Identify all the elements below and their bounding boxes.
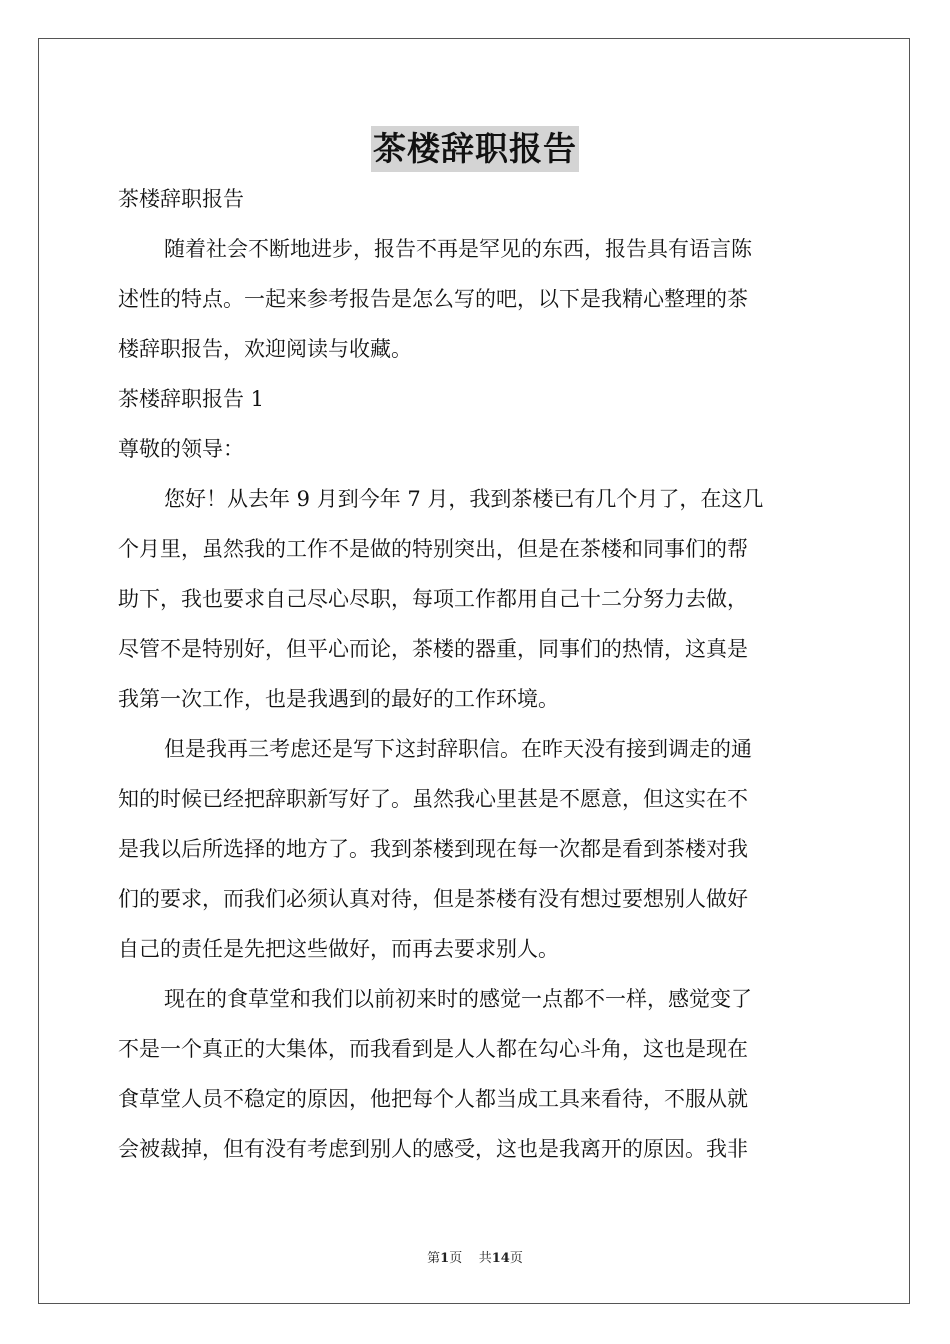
page-current: 1 [440, 1251, 450, 1266]
paragraph1-line: 尽管不是特别好，但平心而论，茶楼的器重，同事们的热情，这真是 [118, 637, 748, 661]
intro-line: 述性的特点。一起来参考报告是怎么写的吧，以下是我精心整理的茶 [118, 287, 748, 311]
paragraph1-line: 我第一次工作，也是我遇到的最好的工作环境。 [118, 687, 559, 711]
paragraph2-line: 们的要求，而我们必须认真对待，但是茶楼有没有想过要想别人做好 [118, 887, 748, 911]
total-label-suffix: 页 [509, 1251, 523, 1266]
page-label-mid: 页 [449, 1251, 463, 1266]
salutation: 尊敬的领导： [118, 437, 244, 461]
paragraph1-line: 个月里，虽然我的工作不是做的特别突出，但是在茶楼和同事们的帮 [118, 537, 748, 561]
document-body [118, 178, 834, 1178]
section-heading: 茶楼辞职报告 1 [118, 387, 265, 411]
page-label-prefix: 第 [427, 1251, 441, 1266]
paragraph2-line: 是我以后所选择的地方了。我到茶楼到现在每一次都是看到茶楼对我 [118, 837, 748, 861]
paragraph3-line: 会被裁掉，但有没有考虑到别人的感受，这也是我离开的原因。我非 [118, 1137, 748, 1161]
paragraph1-line: 助下，我也要求自己尽心尽职，每项工作都用自己十二分努力去做， [118, 587, 748, 611]
paragraph2-line: 但是我再三考虑还是写下这封辞职信。在昨天没有接到调走的通 [164, 737, 752, 761]
paragraph2-line: 知的时候已经把辞职新写好了。虽然我心里甚是不愿意，但这实在不 [118, 787, 748, 811]
intro-line: 随着社会不断地进步，报告不再是罕见的东西，报告具有语言陈 [164, 237, 752, 261]
total-label-prefix: 共 [478, 1251, 492, 1266]
page-footer [0, 1247, 950, 1266]
document-title: 茶楼辞职报告 [371, 126, 579, 172]
document-subtitle: 茶楼辞职报告 [118, 187, 244, 211]
paragraph2-line: 自己的责任是先把这些做好，而再去要求别人。 [118, 937, 559, 961]
paragraph3-line: 现在的食草堂和我们以前初来时的感觉一点都不一样，感觉变了 [164, 987, 752, 1011]
paragraph1-line: 您好！从去年 9 月到今年 7 月，我到茶楼已有几个月了，在这几 [164, 487, 764, 511]
paragraph3-line: 食草堂人员不稳定的原因，他把每个人都当成工具来看待，不服从就 [118, 1087, 748, 1111]
paragraph3-line: 不是一个真正的大集体，而我看到是人人都在勾心斗角，这也是现在 [118, 1037, 748, 1061]
title-container [0, 126, 950, 172]
intro-line: 楼辞职报告，欢迎阅读与收藏。 [118, 337, 412, 361]
page-total: 14 [491, 1251, 510, 1266]
